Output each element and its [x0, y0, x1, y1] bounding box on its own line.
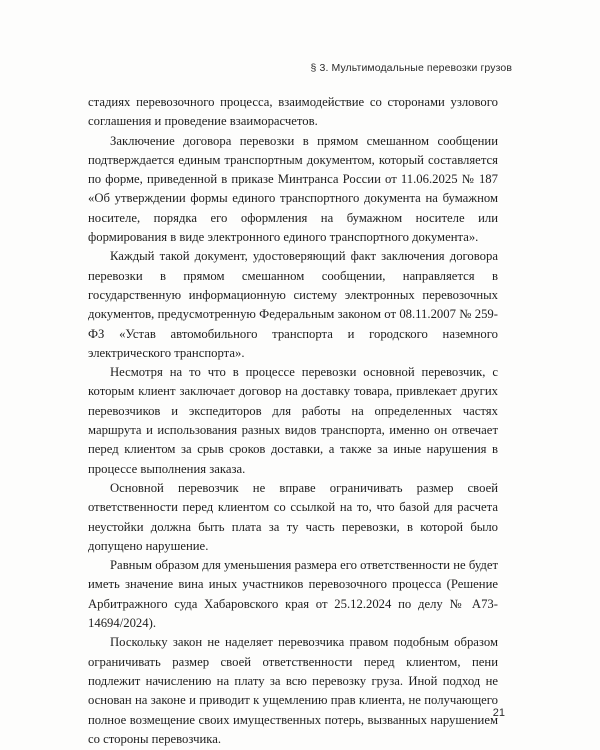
paragraph-main-carrier-liability: Несмотря на то что в процессе перевозки основной перевозчик, с которым клиент заключает договор на доставку товара, привлекает других перевозчиков и экспедиторов для работы на определенных частях маршрута и использования разных видов транспорта, именно он отвечает перед клиентом за срыв сроков доставки, а также за иные нарушения в процессе выполнения заказа. [88, 365, 498, 476]
paragraph-penalty-conclusion: Поскольку закон не наделяет перевозчика правом подобным образом ограничивать размер своей ответственности перед клиентом, пени подлежит начислению на плату за всю перевозку груза. Иной подход не основан на законе и приводит к ущемлению прав клиента, не получающего полное возмещение своих имущественных потерь, вызванных нарушением со стороны перевозчика. [88, 635, 498, 746]
running-header: § 3. Мультимодальные перевозки грузов [310, 62, 512, 74]
paragraph-liability-limitation: Основной перевозчик не вправе ограничивать размер своей ответственности перед клиентом со ссылкой на то, что базой для расчета неустойки должна быть плата за ту часть перевозки, в которой было допущено нарушение. [88, 480, 498, 553]
paragraph-court-decision: Равным образом для уменьшения размера его ответственности не будет иметь значение вина иных участников перевозочного процесса (Решение Арбитражного суда Хабаровского края от 25.12.2024 по делу № А73-14694/2024). [88, 558, 498, 631]
paragraph-continuation: стадиях перевозочного процесса, взаимодействие со сторонами узлового соглашения и проведение взаиморасчетов. [88, 95, 498, 129]
page-number: 21 [492, 707, 505, 719]
paragraph-contract-document: Заключение договора перевозки в прямом смешанном сообщении подтверждается единым транспортным документом, который составляется по форме, приведенной в приказе Минтранса России от 11.06.2025 № 187 «Об утверждении формы единого транспортного документа на бумажном носителе, порядка его оформления на бумажном носителе или формирования в виде электронного единого транспортного документа». [88, 133, 498, 245]
paragraph-state-information-system: Каждый такой документ, удостоверяющий факт заключения договора перевозки в прямом смешанном сообщении, направляется в государственную информационную систему электронных перевозочных документов, предусмотренную Федеральным законом от 08.11.2007 № 259-ФЗ «Устав автомобильного транспорта и городского наземного электрического транспорта». [88, 249, 498, 360]
body-text [88, 93, 498, 749]
